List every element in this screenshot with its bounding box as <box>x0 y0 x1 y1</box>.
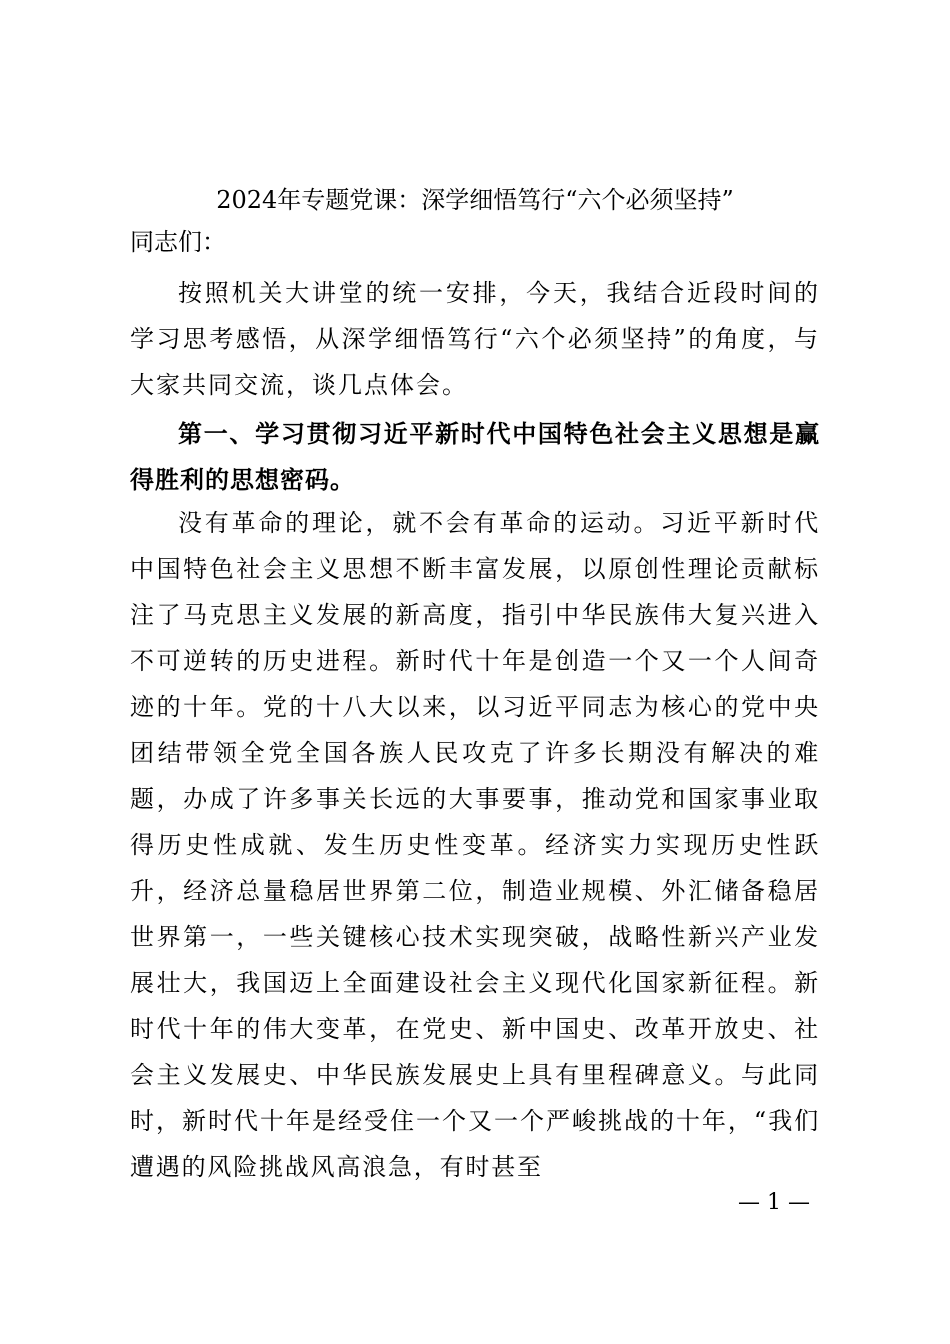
page-number: — 1 — <box>738 1190 810 1215</box>
section-heading-1: 第一、学习贯彻习近平新时代中国特色社会主义思想是赢得胜利的思想密码。 <box>130 419 820 494</box>
salutation: 同志们： <box>130 228 226 256</box>
intro-paragraph: 按照机关大讲堂的统一安排，今天，我结合近段时间的学习思考感悟，从深学细悟笃行“六个必须坚持”的角度，与大家共同交流，谈几点体会。 <box>130 279 820 399</box>
body-paragraph: 没有革命的理论，就不会有革命的运动。习近平新时代中国特色社会主义思想不断丰富发展，以原创性理论贡献标注了马克思主义发展的新高度，指引中华民族伟大复兴进入不可逆转的历史进程。新时代十年是创造一个又一个人间奇迹的十年。党的十八大以来，以习近平同志为核心的党中央团结带领全党全国各族人民攻克了许多长期没有解决的难题，办成了许多事关长远的大事要事，推动党和国家事业取得历史性成就、发生历史性变革。经济实力实现历史性跃升，经济总量稳居世界第二位，制造业规模、外汇储备稳居世界第一，一些关键核心技术实现突破，战略性新兴产业发展壮大，我国迈上全面建设社会主义现代化国家新征程。新时代十年的伟大变革，在党史、新中国史、改革开放史、社会主义发展史、中华民族发展史上具有里程碑意义。与此同时，新时代十年是经受住一个又一个严峻挑战的十年，“我们遭遇的风险挑战风高浪急，有时甚至 <box>130 509 820 1181</box>
document-title: 2024年专题党课：深学细悟笃行“六个必须坚持” <box>216 186 734 214</box>
